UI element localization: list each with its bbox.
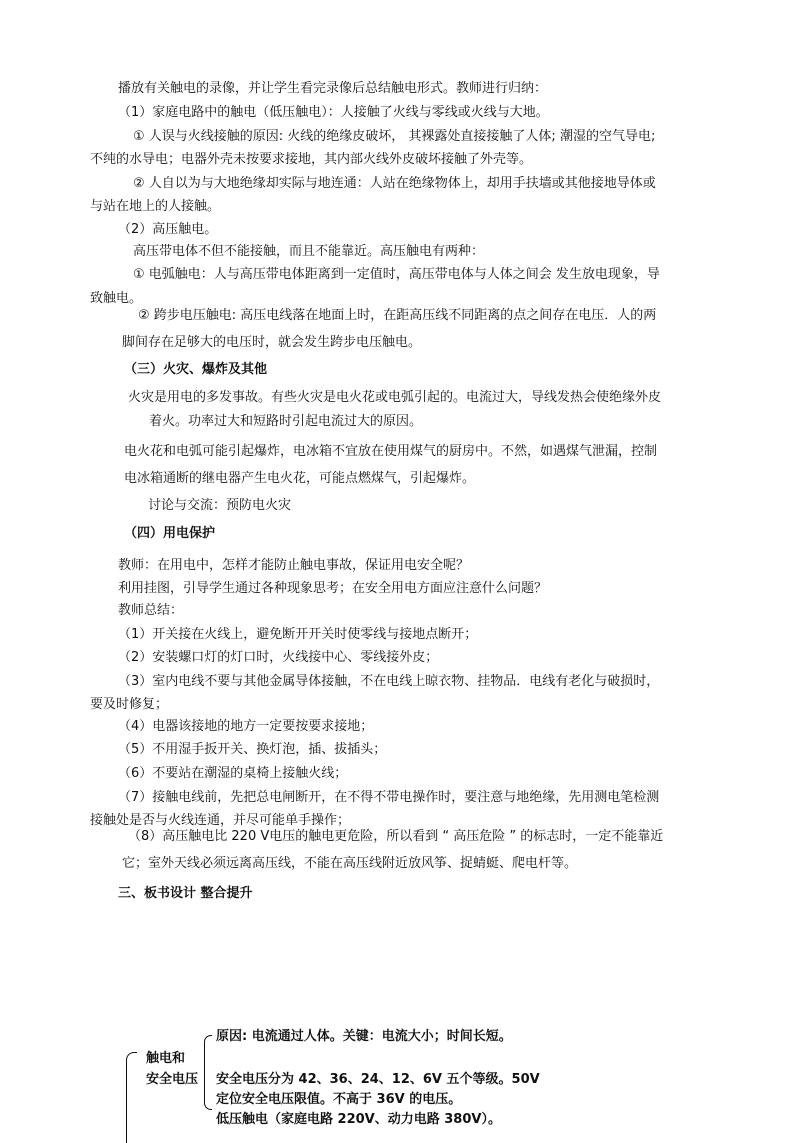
text-line: （5）不用湿手扳开关、换灯泡，插、拔插头； <box>118 742 387 757</box>
text-line: （6）不要站在潮湿的桌椅上接触火线； <box>118 766 348 781</box>
board-item: 原因: 电流通过人体。关键：电流大小；时间长短。 <box>216 1029 512 1044</box>
text-line: 电冰箱通断的继电器产生电火花，可能点燃煤气，引起爆炸。 <box>124 471 476 486</box>
text-line: （7）接触电线前，先把总电闸断开，在不得不带电操作时，要注意与地绝缘，先用测电笔检测 <box>118 790 660 805</box>
board-topic: 触电和 <box>146 1051 186 1066</box>
text-line: 与站在地上的人接触。 <box>90 199 221 214</box>
text-line: （3）室内电线不要与其他金属导体接触，不在电线上晾衣物、挂物品．电线有老化与破损时， <box>118 674 660 689</box>
text-line: 教师总结： <box>118 603 184 618</box>
board-topic: 安全电压 <box>146 1072 199 1087</box>
text-line: 教师：在用电中，怎样才能防止触电事故，保证用电安全呢？ <box>118 558 470 573</box>
section-heading: （三）火灾、爆炸及其他 <box>124 362 268 377</box>
text-line: ② 跨步电压触电: 高压电线落在地面上时，在距高压线不同距离的点之间存在电压．人的两 <box>138 308 657 323</box>
text-line: （1）开关接在火线上，避免断开开关时使零线与接地点断开； <box>118 627 478 642</box>
section-heading: 三、板书设计 整合提升 <box>118 886 253 901</box>
text-line: 播放有关触电的录像，并让学生看完录像后总结触电形式。教师进行归纳： <box>118 81 548 96</box>
text-line: （2）高压触电。 <box>118 222 218 237</box>
text-line: 火灾是用电的多发事故。有些火灾是电火花或电弧引起的。电流过大，导线发热会使绝缘外皮 <box>128 390 662 405</box>
outer-brace <box>126 1052 137 1143</box>
board-item: 安全电压分为 42、36、24、12、6V 五个等级。50V <box>216 1072 540 1087</box>
board-item: 低压触电（家庭电路 220V、动力电路 380V）。 <box>216 1112 501 1127</box>
text-line: 脚间存在足够大的电压时，就会发生跨步电压触电。 <box>122 335 422 350</box>
text-line: 利用挂图，引导学生通过各种现象思考；在安全用电方面应注意什么问题？ <box>118 581 548 596</box>
text-line: （2）安装螺口灯的灯口时，火线接中心、零线接外皮； <box>118 650 439 665</box>
text-line: ② 人自以为与大地绝缘却实际与地连通：人站在绝缘物体上，却用手扶墙或其他接地导体或 <box>133 176 656 191</box>
text-line: （4）电器该接地的地方一定要按要求接地； <box>118 719 374 734</box>
text-line: ① 人误与火线接触的原因: 火线的绝缘皮破坏， 其裸露处直接接触了人体; 潮湿的空气导电; <box>133 129 656 144</box>
text-line: 致触电。 <box>90 291 143 306</box>
board-item: 定位安全电压限值。不高于 36V 的电压。 <box>216 1092 462 1107</box>
text-line: （8）高压触电比 220 V电压的触电更危险，所以看到 “ 高压危险 ” 的标志时，一定不能靠近 <box>128 829 664 844</box>
text-line: 接触处是否与火线连通，并尽可能单手操作； <box>90 813 351 828</box>
text-line: 着火。功率过大和短路时引起电流过大的原因。 <box>149 414 423 429</box>
text-line: （1）家庭电路中的触电（低压触电）：人接触了火线与零线或火线与大地。 <box>118 105 549 120</box>
text-line: 要及时修复； <box>90 697 169 712</box>
text-line: 不纯的水导电；电器外壳未按要求接地，其内部火线外皮破坏接触了外壳等。 <box>90 152 533 167</box>
inner-brace <box>204 1035 212 1070</box>
text-line: 讨论与交流：预防电火灾 <box>148 498 292 513</box>
inner-brace <box>204 1069 212 1110</box>
text-line: 高压带电体不但不能接触，而且不能靠近。高压触电有两种： <box>133 244 485 259</box>
section-heading: （四）用电保护 <box>124 526 216 541</box>
text-line: 电火花和电弧可能引起爆炸，电冰箱不宜放在使用煤气的厨房中。不然，如遇煤气泄漏，控制 <box>124 444 658 459</box>
text-line: ① 电弧触电：人与高压带电体距离到一定值时，高压带电体与人体之间会 发生放电现象，导 <box>133 267 660 282</box>
text-line: 它；室外天线必须远离高压线，不能在高压线附近放风筝、捉蜻蜓、爬电杆等。 <box>122 856 578 871</box>
